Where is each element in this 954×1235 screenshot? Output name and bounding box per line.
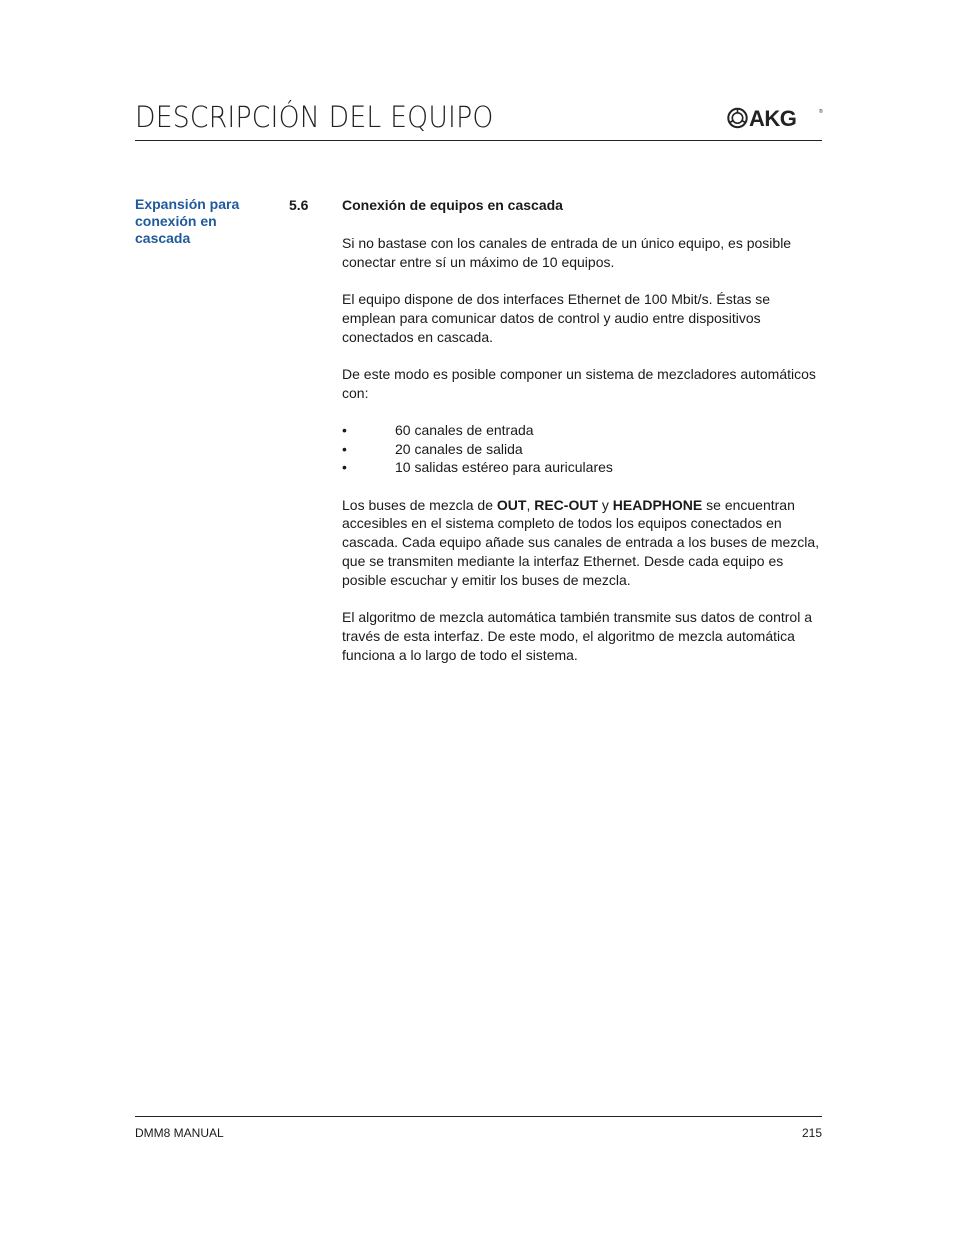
footer-divider <box>135 1116 822 1117</box>
bullet-list <box>342 421 822 477</box>
sidebar-heading-line: conexión en <box>135 213 217 229</box>
section-title: Conexión de equipos en cascada <box>342 197 563 213</box>
svg-text:AKG: AKG <box>749 106 797 131</box>
text-run: Los buses de mezcla de <box>342 496 497 513</box>
bus-name-rec-out: REC-OUT <box>534 496 598 513</box>
bus-name-headphone: HEADPHONE <box>612 496 703 513</box>
sidebar-heading <box>135 196 265 247</box>
bullet-icon: • <box>342 421 347 438</box>
page-number: 215 <box>801 1126 822 1140</box>
bullet-icon: • <box>342 440 347 457</box>
svg-text:®: ® <box>819 109 823 115</box>
body-paragraph: De este modo es posible componer un sistema de mezcladores automáticos con: <box>342 365 816 401</box>
page-title: DESCRIPCIÓN DEL EQUIPO <box>135 100 494 134</box>
list-item <box>342 440 822 459</box>
body-paragraph <box>342 496 822 590</box>
bullet-icon: • <box>342 459 347 476</box>
header-divider <box>135 140 822 141</box>
body-paragraph: El equipo dispone de dos interfaces Ethernet de 100 Mbit/s. Éstas se emplean para comunicar datos de control y audio entre dispositivos conectados en cascada. <box>342 290 771 345</box>
list-item-text: 60 canales de entrada <box>395 421 534 438</box>
body-paragraph: El algoritmo de mezcla automática también transmite sus datos de control a través de esta interfaz. De este modo, el algoritmo de mezcla automática funciona a lo largo de todo el sistema. <box>342 608 813 663</box>
akg-logo <box>727 105 823 131</box>
list-item-text: 20 canales de salida <box>395 440 523 457</box>
section-body <box>342 234 822 683</box>
text-run: se encuentran accesibles en el sistema completo de todos los equipos conectados en cascada. Cada equipo añade sus canales de entrada a los buses de mezcla, que se transmiten mediante la interfaz Ethernet. Desde cada equipo es posible escuchar y emitir los buses de mezcla. <box>342 496 820 588</box>
body-paragraph: Si no bastase con los canales de entrada de un único equipo, es posible conectar entre sí un máximo de 10 equipos. <box>342 235 792 270</box>
list-item <box>342 421 822 440</box>
text-run: y <box>598 496 613 513</box>
manual-name: DMM8 MANUAL <box>135 1126 224 1140</box>
bus-name-out: OUT <box>496 496 527 513</box>
list-item <box>342 458 822 477</box>
sidebar-heading-line: Expansión para <box>135 196 240 212</box>
list-item-text: 10 salidas estéreo para auriculares <box>395 459 613 476</box>
text-run: , <box>526 496 535 513</box>
sidebar-heading-line: cascada <box>135 230 191 246</box>
section-number: 5.6 <box>289 197 309 213</box>
akg-logo-emblem-icon <box>728 109 746 127</box>
